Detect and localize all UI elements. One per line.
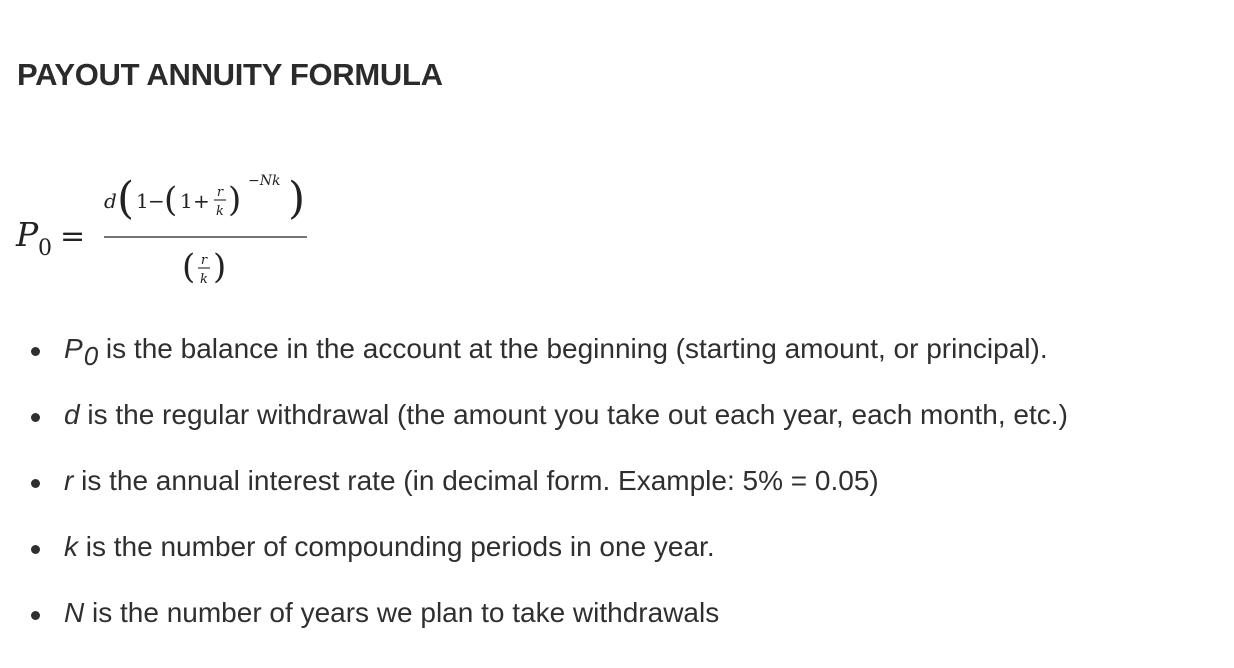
formula-minus: −	[148, 189, 165, 213]
variable-symbol: r	[64, 465, 74, 496]
formula-exponent: −Nk	[248, 173, 281, 189]
variable-description: is the annual interest rate (in decimal form. Example: 5% = 0.05)	[73, 465, 879, 496]
formula-denominator-frac-num: r	[200, 253, 208, 268]
payout-annuity-formula	[14, 160, 324, 300]
variable-symbol: d	[64, 399, 80, 430]
formula-inner-frac-den: k	[216, 204, 224, 219]
variable-symbol: P	[64, 333, 83, 364]
formula-equals: =	[60, 219, 86, 254]
bullet-icon	[31, 347, 40, 356]
bullet-icon	[31, 545, 40, 554]
variable-symbol: N	[64, 597, 85, 628]
formula-outer-paren-right: )	[288, 173, 306, 224]
formula-one-outer: 1	[136, 189, 149, 213]
formula-inner-paren-left: (	[164, 180, 178, 220]
variable-description: is the regular withdrawal (the amount you take out each year, each month, etc.)	[79, 399, 1068, 430]
formula-one-inner: 1	[180, 189, 193, 213]
formula-outer-paren-left: (	[117, 173, 135, 224]
formula-lhs-subscript: 0	[38, 236, 52, 261]
variable-subscript: 0	[83, 341, 99, 371]
bullet-icon	[31, 611, 40, 620]
formula-denominator-paren-right: )	[213, 247, 227, 287]
formula-inner-paren-right: )	[228, 180, 242, 220]
variable-symbol: k	[64, 531, 78, 562]
bullet-icon	[31, 479, 40, 488]
formula-denominator-frac-den: k	[200, 272, 208, 287]
variable-description: is the number of compounding periods in one year.	[78, 531, 715, 562]
formula-denominator-paren-left: (	[182, 247, 196, 287]
variable-description: is the balance in the account at the beginning (starting amount, or principal).	[98, 333, 1048, 364]
bullet-icon	[31, 413, 40, 422]
formula-lhs-symbol: P	[16, 215, 39, 254]
formula-plus: +	[193, 189, 210, 213]
variable-description: is the number of years we plan to take withdrawals	[84, 597, 720, 628]
formula-numerator-d: d	[104, 189, 117, 213]
formula-inner-frac-num: r	[216, 185, 224, 200]
page-title: PAYOUT ANNUITY FORMULA	[17, 57, 443, 92]
